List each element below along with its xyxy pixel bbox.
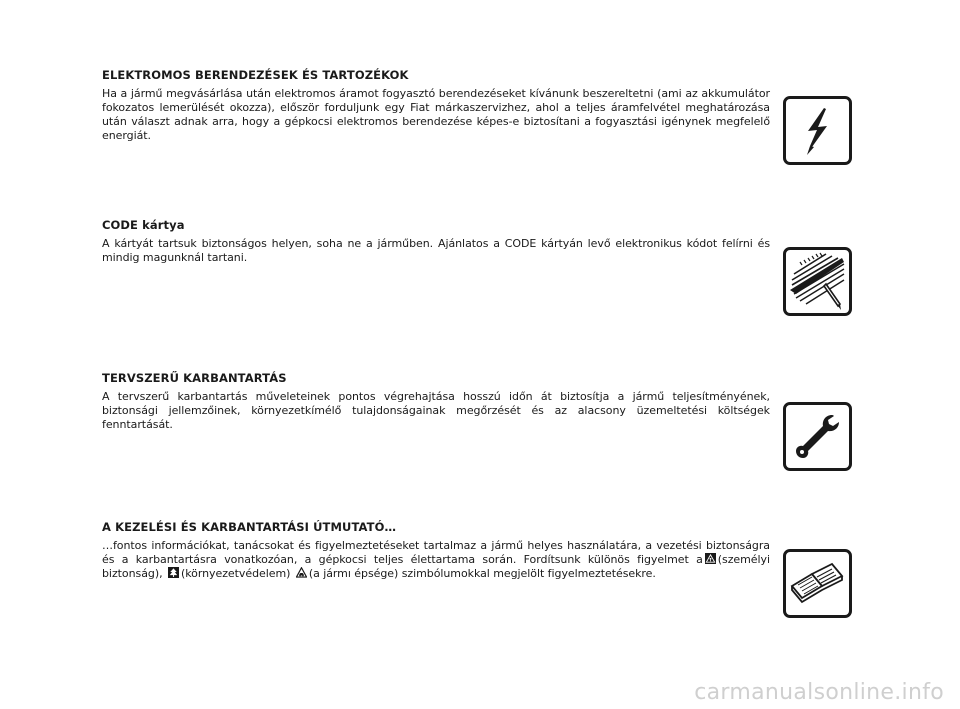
body-text-part: (környezetvédelem) — [180, 567, 291, 580]
section-body: A tervszerű karbantartás műveleteinek pontos végrehajtása hosszú időn át biztosítja a jármű teljesítményének, biztonsági jellemzőinek, környezetkímélő tulajdonságainak megőrzését és az alacsony üzemeltetési költségek fenntartását. — [102, 390, 770, 431]
section-body: A kártyát tartsuk biztonságos helyen, soha ne a járműben. Ajánlatos a CODE kártyán levő elektronikus kódot felírni és mindig magunknál tartani. — [102, 237, 770, 264]
open-book-icon — [783, 549, 852, 618]
section-code-card — [102, 218, 770, 265]
section-electrical — [102, 68, 770, 143]
body-text-part: (a jármı épsége) szimbólumokkal megjelölt figyelmeztetésekre. — [308, 567, 656, 580]
notebook-pencil-icon — [783, 247, 852, 316]
body-text-part: …fontos információkat, tanácsokat és figyelmeztetéseket tartalmaz a jármű helyes használatára, a vezetési biztonságra és a karbantartásra vonatkozóan, a gépkocsi teljes élettartama során. Fordítsunk különös figyelmet a — [102, 539, 770, 566]
body-text-part: (személyi biztonság), — [102, 553, 770, 580]
vehicle-integrity-icon — [296, 567, 307, 578]
section-body: Ha a jármű megvásárlása után elektromos áramot fogyasztó berendezéseket kívánunk beszereltetni (ami az akkumulátor fokozatos lemerülését okozza), először forduljunk egy Fiat márkaszervizhez, ahol a teljes áramfelvétel meghatározása után választ adnak arra, hogy a gépkocsi elektromos berendezése képes-e biztosítani a fogyasztási igénynek megfelelő energiát. — [102, 87, 770, 142]
wrench-icon — [783, 402, 852, 471]
section-title: CODE kártya — [102, 218, 185, 232]
section-title: A KEZELÉSI ÉS KARBANTARTÁSI ÚTMUTATÓ… — [102, 520, 397, 534]
section-body — [102, 539, 770, 581]
personal-safety-icon — [705, 553, 716, 564]
lightning-icon — [783, 96, 852, 165]
section-title: TERVSZERŰ KARBANTARTÁS — [102, 371, 287, 385]
section-manual-guide — [102, 520, 770, 581]
section-maintenance — [102, 371, 770, 432]
watermark: carmanualsonline.info — [694, 680, 944, 705]
section-title: ELEKTROMOS BERENDEZÉSEK ÉS TARTOZÉKOK — [102, 68, 409, 82]
environment-icon — [168, 567, 179, 578]
